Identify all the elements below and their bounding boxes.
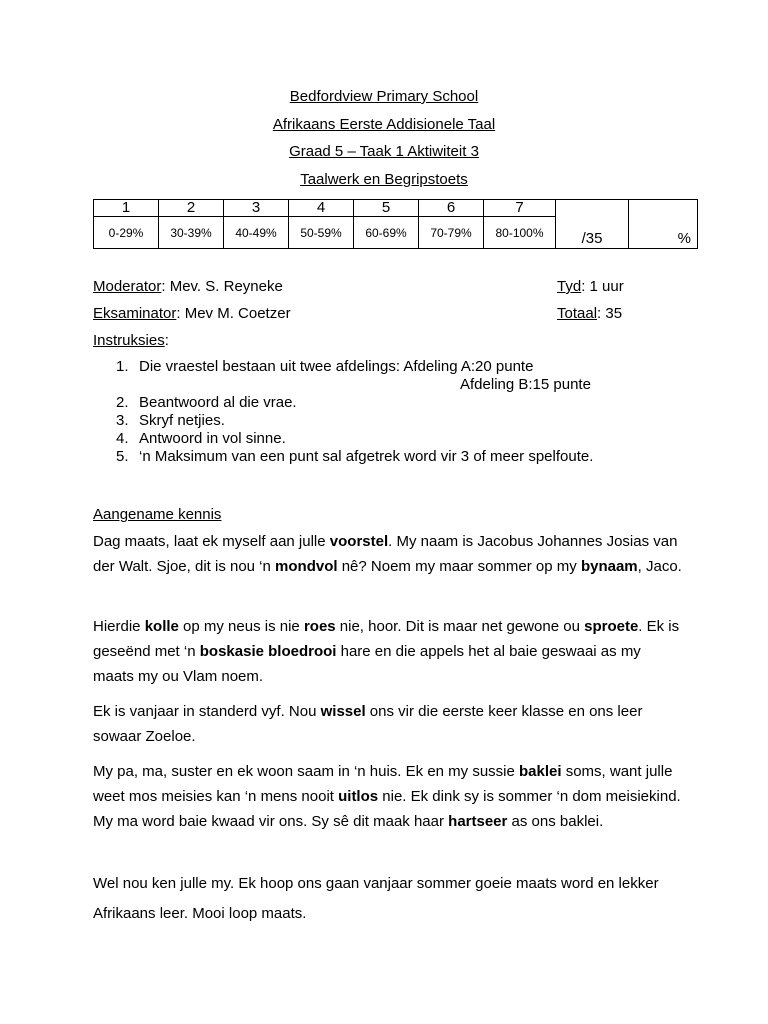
range-cell: 70-79% [419, 217, 484, 249]
vocab-word: wissel [320, 703, 366, 720]
item-text: Skryf netjies. [139, 412, 225, 429]
range-cell: 40-49% [224, 217, 289, 249]
moderator-label: Moderator [93, 278, 162, 295]
text-run: . Ek is geseënd met ‘n [93, 618, 680, 660]
instructions-heading [93, 332, 169, 349]
item-extra: Afdeling B:15 punte [460, 376, 591, 393]
level-cell: 5 [354, 200, 419, 217]
total-label: Totaal [557, 305, 598, 322]
list-item [93, 412, 593, 430]
grade-task: Graad 5 – Taak 1 Aktiwiteit 3 [289, 143, 479, 160]
text-run: hare en die appels het al baie geswaai as my maats my ou Vlam noem. [93, 643, 641, 685]
examiner-line [93, 305, 291, 322]
moderator-line [93, 278, 283, 295]
list-item [93, 394, 593, 412]
school-name: Bedfordview Primary School [289, 88, 479, 105]
subject-title: Afrikaans Eerste Addisionele Taal [272, 116, 496, 133]
examiner-label: Eksaminator [93, 305, 177, 322]
level-cell: 3 [224, 200, 289, 217]
list-item [93, 358, 593, 394]
text-run: nie, hoor. Dit is maar net gewone ou [335, 618, 585, 635]
item-number: 1. [116, 358, 129, 375]
text-run: op my neus is nie [178, 618, 304, 635]
list-item [93, 448, 593, 466]
item-number: 2. [116, 394, 129, 411]
vocab-word: uitlos [338, 788, 379, 805]
level-cell: 6 [419, 200, 484, 217]
vocab-word: voorstel [329, 533, 389, 550]
level-cell: 2 [159, 200, 224, 217]
instructions-colon: : [164, 332, 169, 349]
examiner-value: : Mev M. Coetzer [176, 305, 291, 322]
score-label: /35 [581, 230, 603, 247]
text-run: Ek is vanjaar in standerd vyf. Nou [93, 703, 321, 720]
story-paragraph-1 [93, 529, 683, 579]
story-paragraph-2 [93, 614, 683, 689]
text-run: as ons baklei. [507, 813, 604, 830]
instructions-list [93, 358, 593, 466]
range-cell: 0-29% [94, 217, 159, 249]
text-run: nie. Ek dink sy is sommer ‘n dom meisiekind. My ma word baie kwaad vir ons. Sy sê dit maak haar [93, 788, 681, 830]
instructions-label: Instruksies [93, 332, 165, 349]
range-cell: 30-39% [159, 217, 224, 249]
text-run: ons vir die eerste keer klasse en ons leer sowaar Zoeloe. [93, 703, 643, 745]
vocab-word: kolle [144, 618, 179, 635]
vocab-word: mondvol [275, 558, 338, 575]
list-item [93, 430, 593, 448]
item-number: 5. [116, 448, 129, 465]
item-text: Die vraestel bestaan uit twee afdelings: Afdeling A:20 punte [139, 358, 534, 375]
level-cell: 4 [289, 200, 354, 217]
vocab-word: baklei [519, 763, 562, 780]
level-cell: 1 [94, 200, 159, 217]
text-run: Wel nou ken julle my. Ek hoop ons gaan vanjaar sommer goeie maats word en lekker Afrikaans leer. Mooi loop maats. [93, 875, 659, 922]
text-run: Hierdie [93, 618, 145, 635]
story-paragraph-3 [93, 699, 683, 749]
text-run: , Jaco. [637, 558, 682, 575]
text-run: nê? Noem my maar sommer op my [337, 558, 581, 575]
vocab-word: boskasie bloedrooi [199, 643, 337, 660]
time-value: : 1 uur [581, 278, 624, 295]
vocab-word: sproete [584, 618, 639, 635]
total-value: : 35 [597, 305, 623, 322]
range-cell: 80-100% [484, 217, 556, 249]
moderator-value: : Mev. S. Reyneke [161, 278, 283, 295]
vocab-word: bynaam [580, 558, 638, 575]
range-cell: 60-69% [354, 217, 419, 249]
story-paragraph-5 [93, 869, 683, 929]
item-text: ‘n Maksimum van een punt sal afgetrek word vir 3 of meer spelfoute. [139, 448, 594, 465]
range-cell: 50-59% [289, 217, 354, 249]
time-label: Tyd [557, 278, 582, 295]
item-number: 4. [116, 430, 129, 447]
item-text: Beantwoord al die vrae. [139, 394, 297, 411]
item-text: Antwoord in vol sinne. [139, 430, 286, 447]
story-title: Aangename kennis [93, 506, 222, 523]
percent-cell [629, 200, 698, 249]
item-number: 3. [116, 412, 129, 429]
grade-table [93, 199, 698, 249]
text-run: My pa, ma, suster en ek woon saam in ‘n huis. Ek en my sussie [93, 763, 520, 780]
time-line [557, 278, 624, 295]
story-paragraph-4 [93, 759, 683, 834]
vocab-word: roes [303, 618, 336, 635]
text-run: soms, want julle weet mos meisies kan ‘n mens nooit [93, 763, 673, 805]
test-name: Taalwerk en Begripstoets [300, 171, 468, 188]
text-run: Dag maats, laat ek myself aan julle [93, 533, 330, 550]
level-cell: 7 [484, 200, 556, 217]
score-cell [556, 200, 629, 249]
text-run: . My naam is Jacobus Johannes Josias van der Walt. Sjoe, dit is nou ‘n [93, 533, 678, 575]
vocab-word: hartseer [448, 813, 508, 830]
total-line [557, 305, 622, 322]
percent-label: % [677, 230, 691, 247]
